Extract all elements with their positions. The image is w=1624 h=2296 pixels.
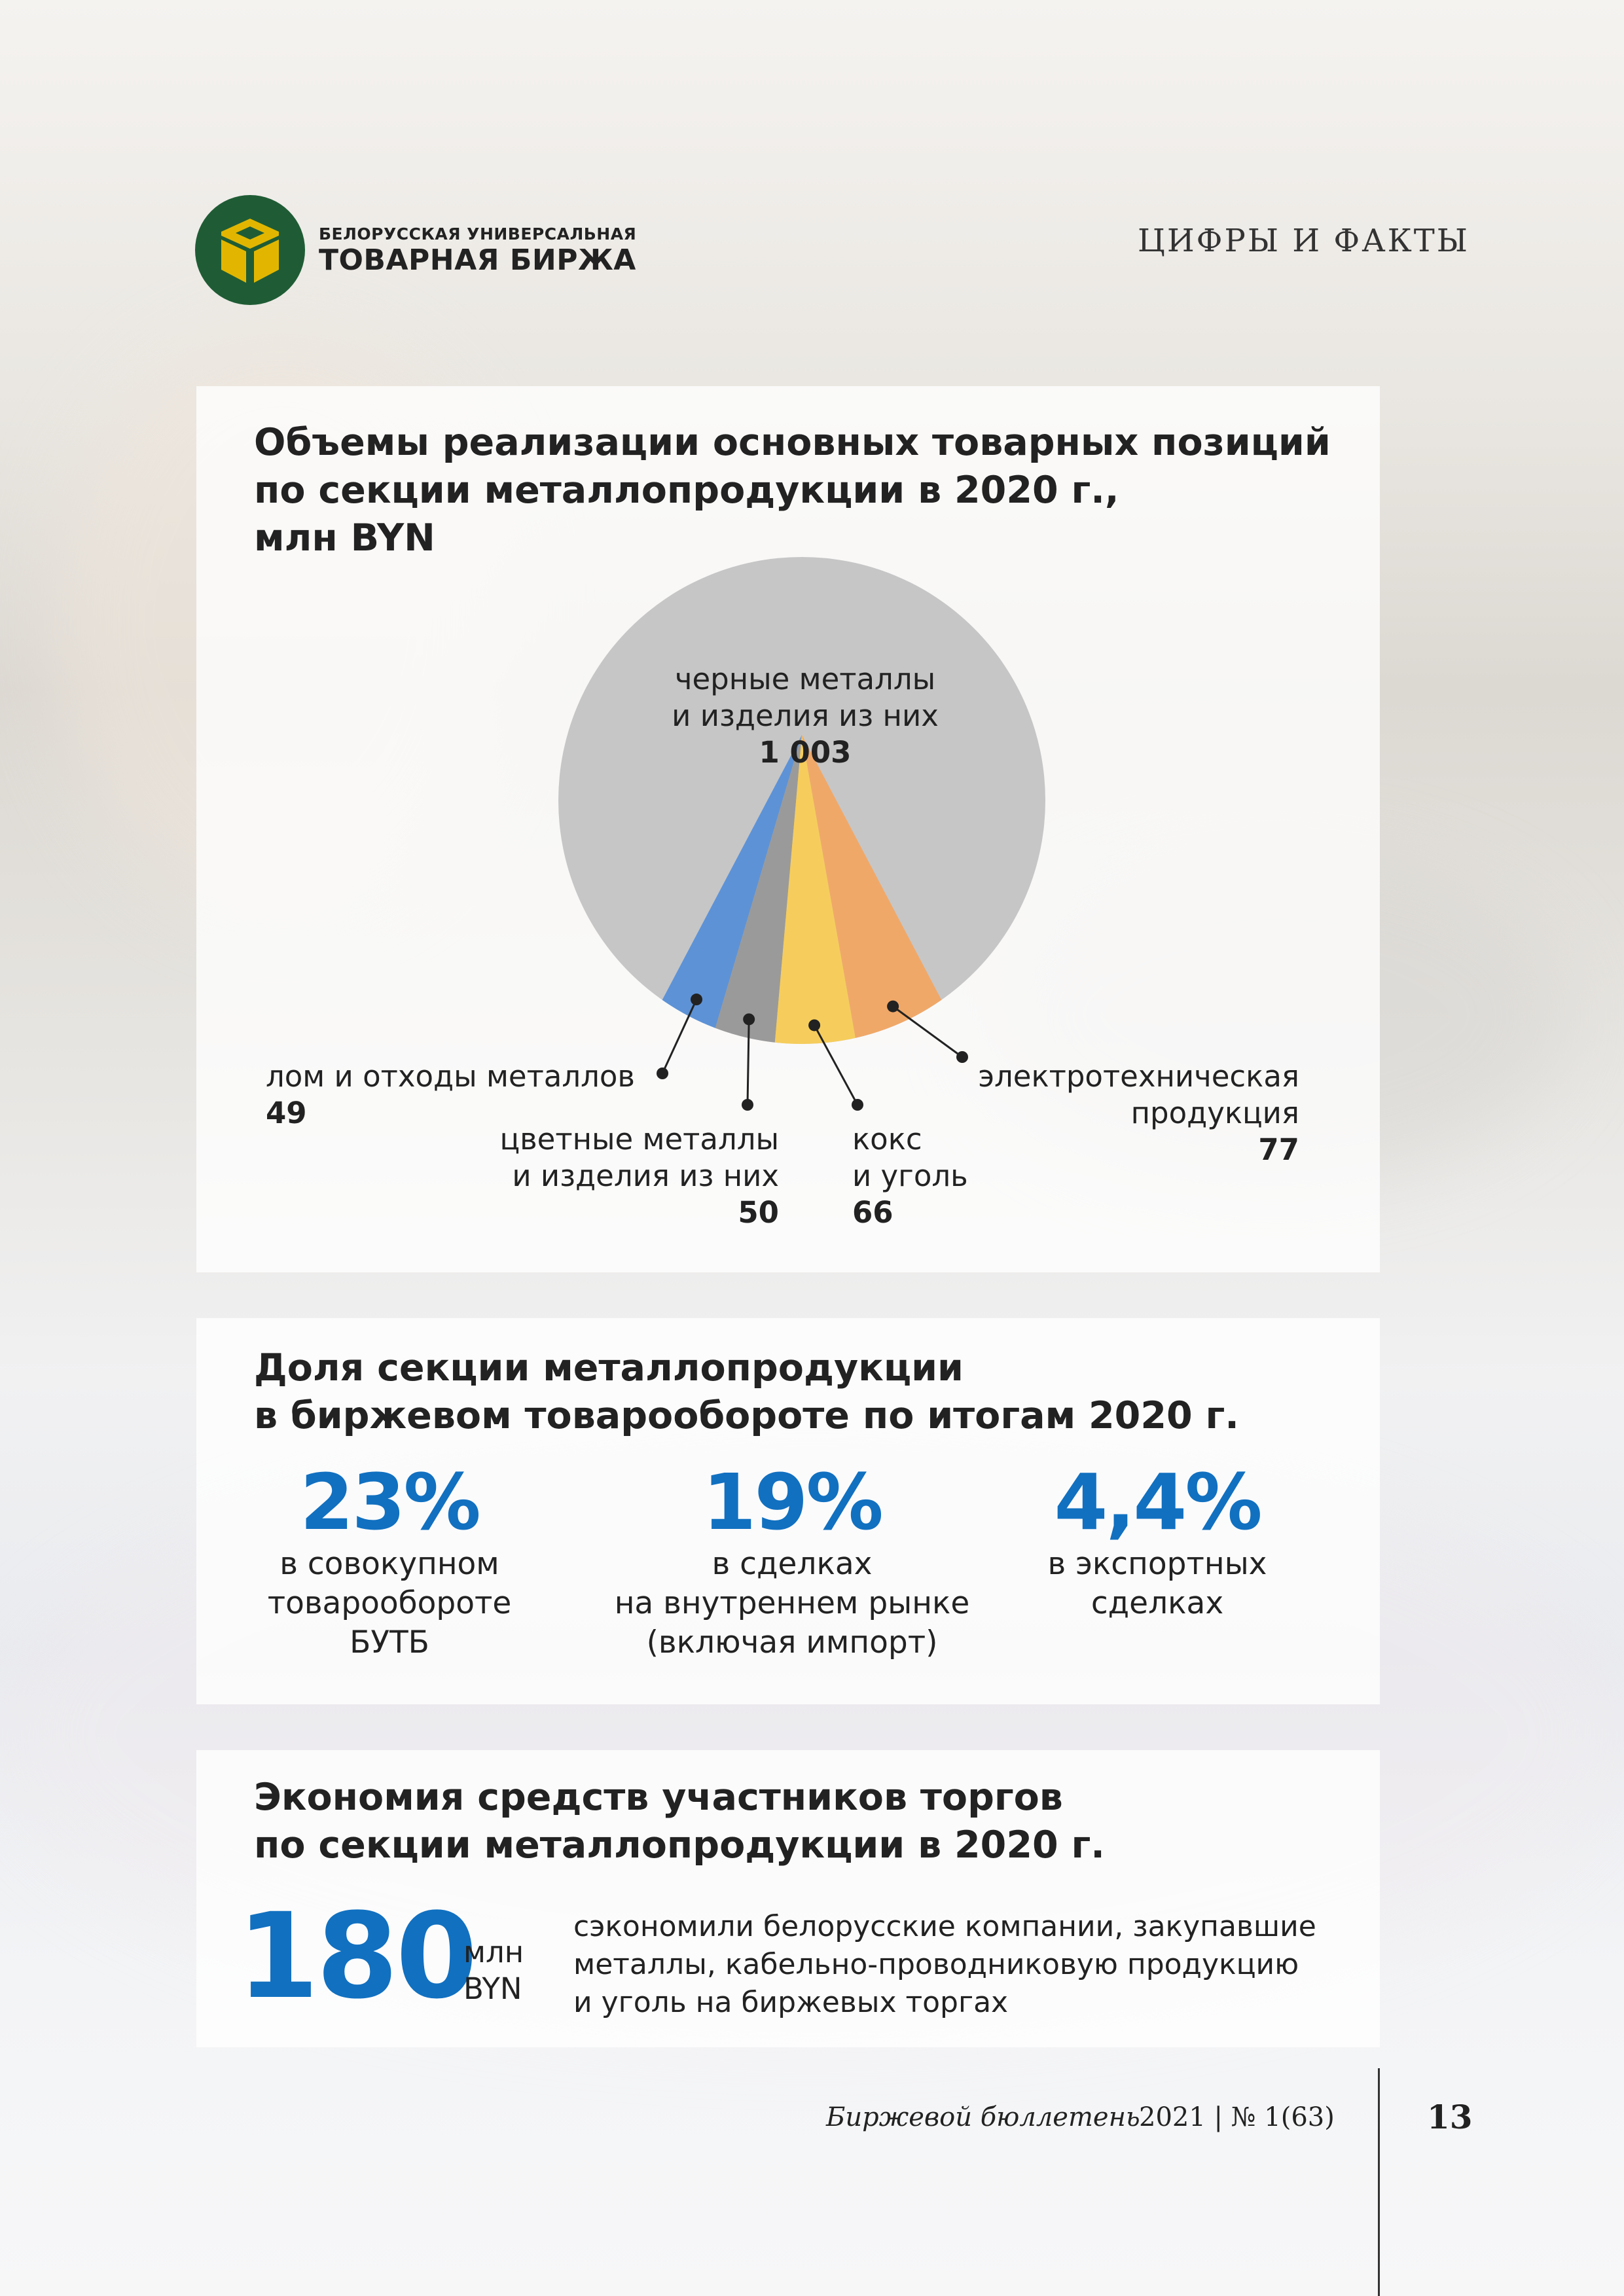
savings-unit <box>463 1934 524 2007</box>
pie-label-scrap-line1: лом и отходы металлов <box>266 1059 635 1094</box>
logo-text-line1: БЕЛОРУССКАЯ УНИВЕРСАЛЬНАЯ <box>319 224 637 243</box>
pie-label-electro-line2: продукция <box>1130 1096 1299 1130</box>
leader-dot-scrap <box>691 994 702 1005</box>
pie-label-ferrous-line2: и изделия из них <box>672 698 939 733</box>
pie-label-electro <box>975 1058 1299 1168</box>
leader-dot-scrap <box>657 1067 668 1079</box>
pie-value-ferrous: 1 003 <box>759 735 852 770</box>
stat-export-share <box>954 1457 1360 1623</box>
logo-text-line2: ТОВАРНАЯ БИРЖА <box>319 243 636 277</box>
pie-label-nonferrous-line1: цветные металлы <box>499 1122 779 1157</box>
pie-label-coke-line1: кокс <box>852 1122 922 1157</box>
leader-dot-electro <box>887 1001 899 1013</box>
pie-label-electro-line1: электротехническая <box>978 1059 1299 1094</box>
pie-value-scrap: 49 <box>266 1096 307 1130</box>
footer-divider <box>1378 2068 1380 2296</box>
pie-label-nonferrous-line2: и изделия из них <box>512 1158 779 1193</box>
section-title: ЦИФРЫ И ФАКТЫ <box>1137 223 1470 259</box>
leader-dot-electro <box>956 1051 968 1063</box>
page-number: 13 <box>1427 2098 1473 2136</box>
pie-chart-title: Объемы реализации основных товарных позиций по секции металлопродукции в 2020 г., млн BYN <box>254 421 1331 560</box>
pie-label-nonferrous <box>484 1121 779 1231</box>
pie-label-coke <box>852 1121 968 1231</box>
leader-dot-nonferrous <box>742 1099 753 1111</box>
footer-issue: 2021 | № 1(63) <box>1139 2102 1335 2132</box>
savings-big-number: 180 <box>237 1888 475 2025</box>
savings-unit-line1: млн <box>463 1935 524 1969</box>
stat-total-share <box>187 1457 592 1662</box>
savings-title: Экономия средств участников торгов по секции металлопродукции в 2020 г. <box>254 1776 1105 1867</box>
leader-line-electro <box>893 1007 962 1057</box>
pie-label-ferrous <box>668 661 943 771</box>
pie-value-nonferrous: 50 <box>738 1195 779 1230</box>
stat-export-value: 4,4% <box>1054 1457 1261 1547</box>
stat-total-desc: в совокупном товарообороте БУТБ <box>267 1546 512 1660</box>
stat-export-desc: в экспортных сделках <box>1047 1546 1267 1621</box>
leader-dot-coke <box>808 1019 820 1031</box>
stat-domestic-share <box>589 1457 995 1662</box>
footer-publication: Биржевой бюллетень <box>826 2102 1140 2132</box>
pie-label-ferrous-line1: черные металлы <box>674 662 936 696</box>
stat-domestic-desc: в сделках на внутреннем рынке (включая импорт) <box>614 1546 970 1660</box>
leader-dot-coke <box>852 1099 863 1111</box>
stat-domestic-value: 19% <box>702 1457 882 1547</box>
stat-total-value: 23% <box>300 1457 479 1547</box>
savings-description: сэкономили белорусские компании, закупавшие металлы, кабельно-проводниковую продукцию и уголь на биржевых торгах <box>573 1910 1316 2019</box>
savings-unit-line2: BYN <box>463 1971 522 2006</box>
pie-value-electro: 77 <box>1258 1132 1299 1167</box>
share-title: Доля секции металлопродукции в биржевом товарообороте по итогам 2020 г. <box>254 1346 1239 1437</box>
leader-dot-nonferrous <box>743 1013 755 1025</box>
pie-value-coke: 66 <box>852 1195 893 1230</box>
pie-label-coke-line2: и уголь <box>852 1158 968 1193</box>
